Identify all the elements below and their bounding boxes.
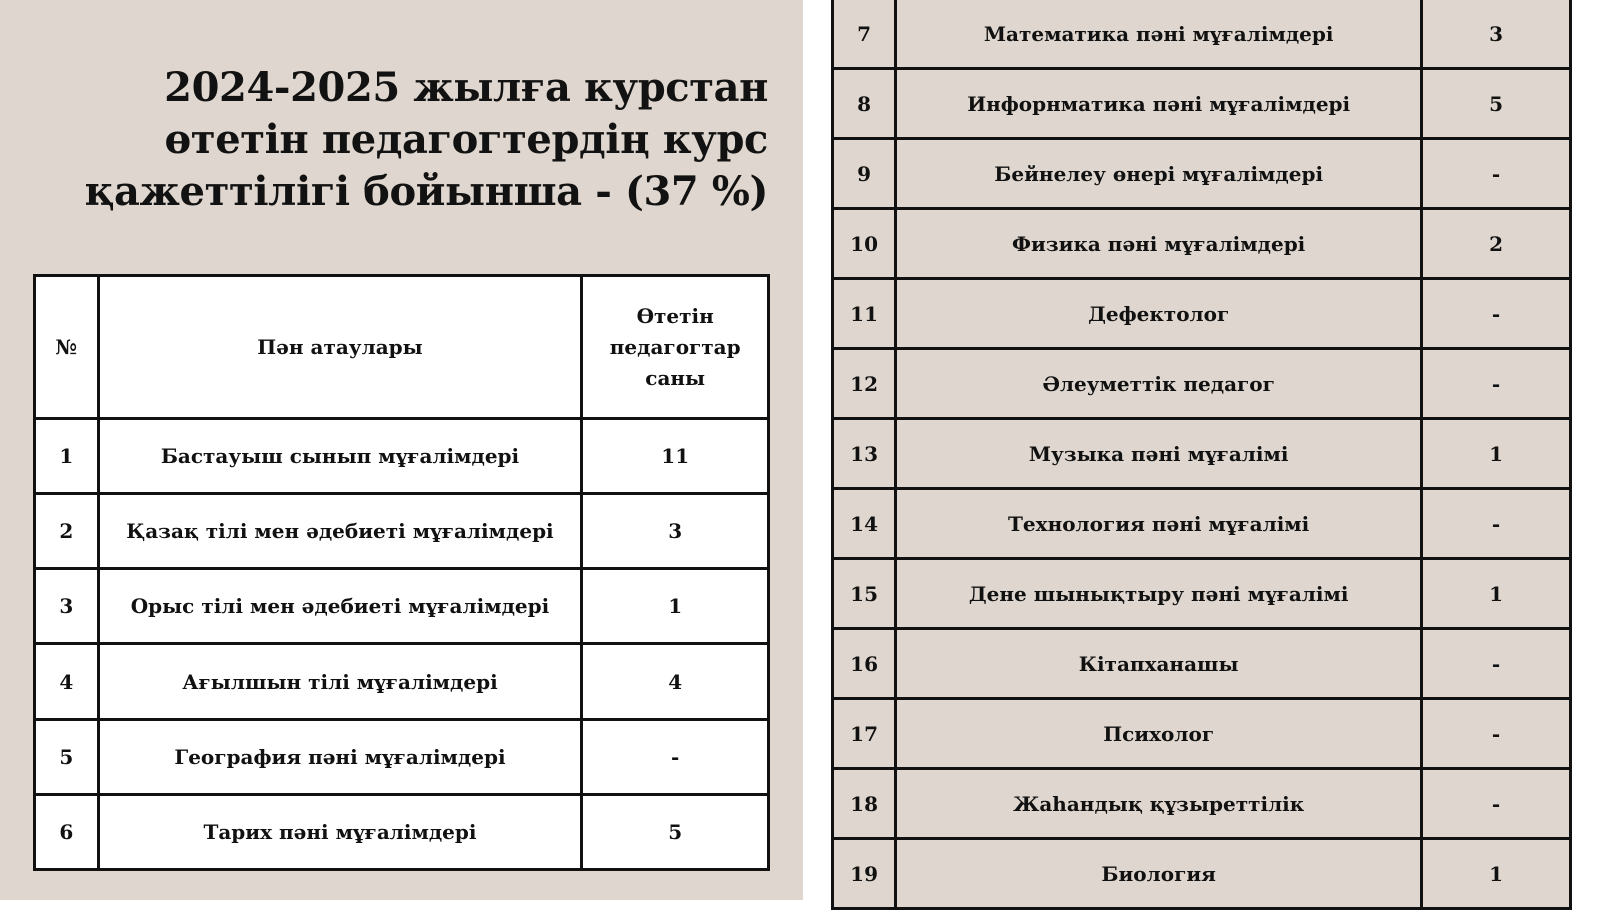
teacher-count: - <box>1422 349 1571 419</box>
table-row <box>833 769 1571 839</box>
teacher-count: 3 <box>1422 0 1571 69</box>
subject-name: Музыка пәні мұғалімі <box>896 419 1422 489</box>
table-row <box>833 69 1571 139</box>
teacher-count: 11 <box>582 419 769 494</box>
row-number: 12 <box>833 349 896 419</box>
teacher-count: 2 <box>1422 209 1571 279</box>
subject-name: Жаһандық құзыреттілік <box>896 769 1422 839</box>
subject-column-header: Пән атаулары <box>98 276 582 419</box>
table-row <box>833 139 1571 209</box>
table-row <box>35 794 769 869</box>
teacher-count: 3 <box>582 494 769 569</box>
subject-name: Математика пәні мұғалімдері <box>896 0 1422 69</box>
row-number: 15 <box>833 559 896 629</box>
row-number: 8 <box>833 69 896 139</box>
teacher-count-header-line-3: саны <box>645 365 706 390</box>
teacher-count: 5 <box>582 794 769 869</box>
table-row <box>833 209 1571 279</box>
table-header-row <box>35 276 769 419</box>
row-number: 7 <box>833 0 896 69</box>
teacher-count: 4 <box>582 644 769 719</box>
teacher-count: - <box>1422 489 1571 559</box>
subject-name: Кітапханашы <box>896 629 1422 699</box>
row-number: 2 <box>35 494 99 569</box>
page-title-line-2: өтетін педагогтердің курс <box>164 116 768 163</box>
table-row <box>833 559 1571 629</box>
row-number: 6 <box>35 794 99 869</box>
subject-name: Бастауыш сынып мұғалімдері <box>98 419 582 494</box>
teacher-count-header-line-1: Өтетін <box>636 303 714 328</box>
teacher-count-column-header <box>582 276 769 419</box>
table-row <box>833 489 1571 559</box>
table-row <box>35 719 769 794</box>
teacher-count: 1 <box>1422 839 1571 909</box>
table-row <box>35 494 769 569</box>
row-number: 16 <box>833 629 896 699</box>
teacher-count: 1 <box>1422 419 1571 489</box>
teacher-count: - <box>1422 279 1571 349</box>
table-row <box>833 0 1571 69</box>
table-row <box>833 839 1571 909</box>
table-row <box>35 644 769 719</box>
table-row <box>833 419 1571 489</box>
row-number: 10 <box>833 209 896 279</box>
page-title-line-3: қажеттілігі бойынша - (37 %) <box>84 168 768 215</box>
row-number: 19 <box>833 839 896 909</box>
row-number: 11 <box>833 279 896 349</box>
teacher-count: 1 <box>582 569 769 644</box>
table-row <box>833 349 1571 419</box>
subject-name: Биология <box>896 839 1422 909</box>
row-number: 18 <box>833 769 896 839</box>
teacher-count: - <box>1422 139 1571 209</box>
table-row <box>35 569 769 644</box>
subject-name: Бейнелеу өнері мұғалімдері <box>896 139 1422 209</box>
teacher-count: 5 <box>1422 69 1571 139</box>
subject-name: Психолог <box>896 699 1422 769</box>
subject-name: Технология пәні мұғалімі <box>896 489 1422 559</box>
teacher-count: - <box>1422 699 1571 769</box>
teacher-count: - <box>582 719 769 794</box>
page-title-line-1: 2024-2025 жылға курстан <box>164 64 768 111</box>
subject-name: География пәні мұғалімдері <box>98 719 582 794</box>
subject-name: Инфорнматика пәні мұғалімдері <box>896 69 1422 139</box>
row-number: 9 <box>833 139 896 209</box>
table-row <box>833 629 1571 699</box>
subject-name: Қазақ тілі мен әдебиеті мұғалімдері <box>98 494 582 569</box>
table-row <box>833 279 1571 349</box>
teacher-count: - <box>1422 769 1571 839</box>
teacher-count: - <box>1422 629 1571 699</box>
subject-name: Тарих пәні мұғалімдері <box>98 794 582 869</box>
row-number: 1 <box>35 419 99 494</box>
row-number: 13 <box>833 419 896 489</box>
teacher-course-table-part-1 <box>33 274 770 871</box>
teacher-course-table-part-2 <box>831 0 1572 910</box>
teacher-count: 1 <box>1422 559 1571 629</box>
subject-name: Дене шынықтыру пәні мұғалімі <box>896 559 1422 629</box>
row-number: 17 <box>833 699 896 769</box>
page-title <box>40 62 768 218</box>
subject-name: Дефектолог <box>896 279 1422 349</box>
table-row <box>35 419 769 494</box>
subject-name: Физика пәні мұғалімдері <box>896 209 1422 279</box>
teacher-count-header-line-2: педагогтар <box>609 334 741 359</box>
subject-name: Әлеуметтік педагог <box>896 349 1422 419</box>
number-column-header: № <box>35 276 99 419</box>
subject-name: Ағылшын тілі мұғалімдері <box>98 644 582 719</box>
row-number: 3 <box>35 569 99 644</box>
table-row <box>833 699 1571 769</box>
row-number: 14 <box>833 489 896 559</box>
row-number: 4 <box>35 644 99 719</box>
subject-name: Орыс тілі мен әдебиеті мұғалімдері <box>98 569 582 644</box>
row-number: 5 <box>35 719 99 794</box>
